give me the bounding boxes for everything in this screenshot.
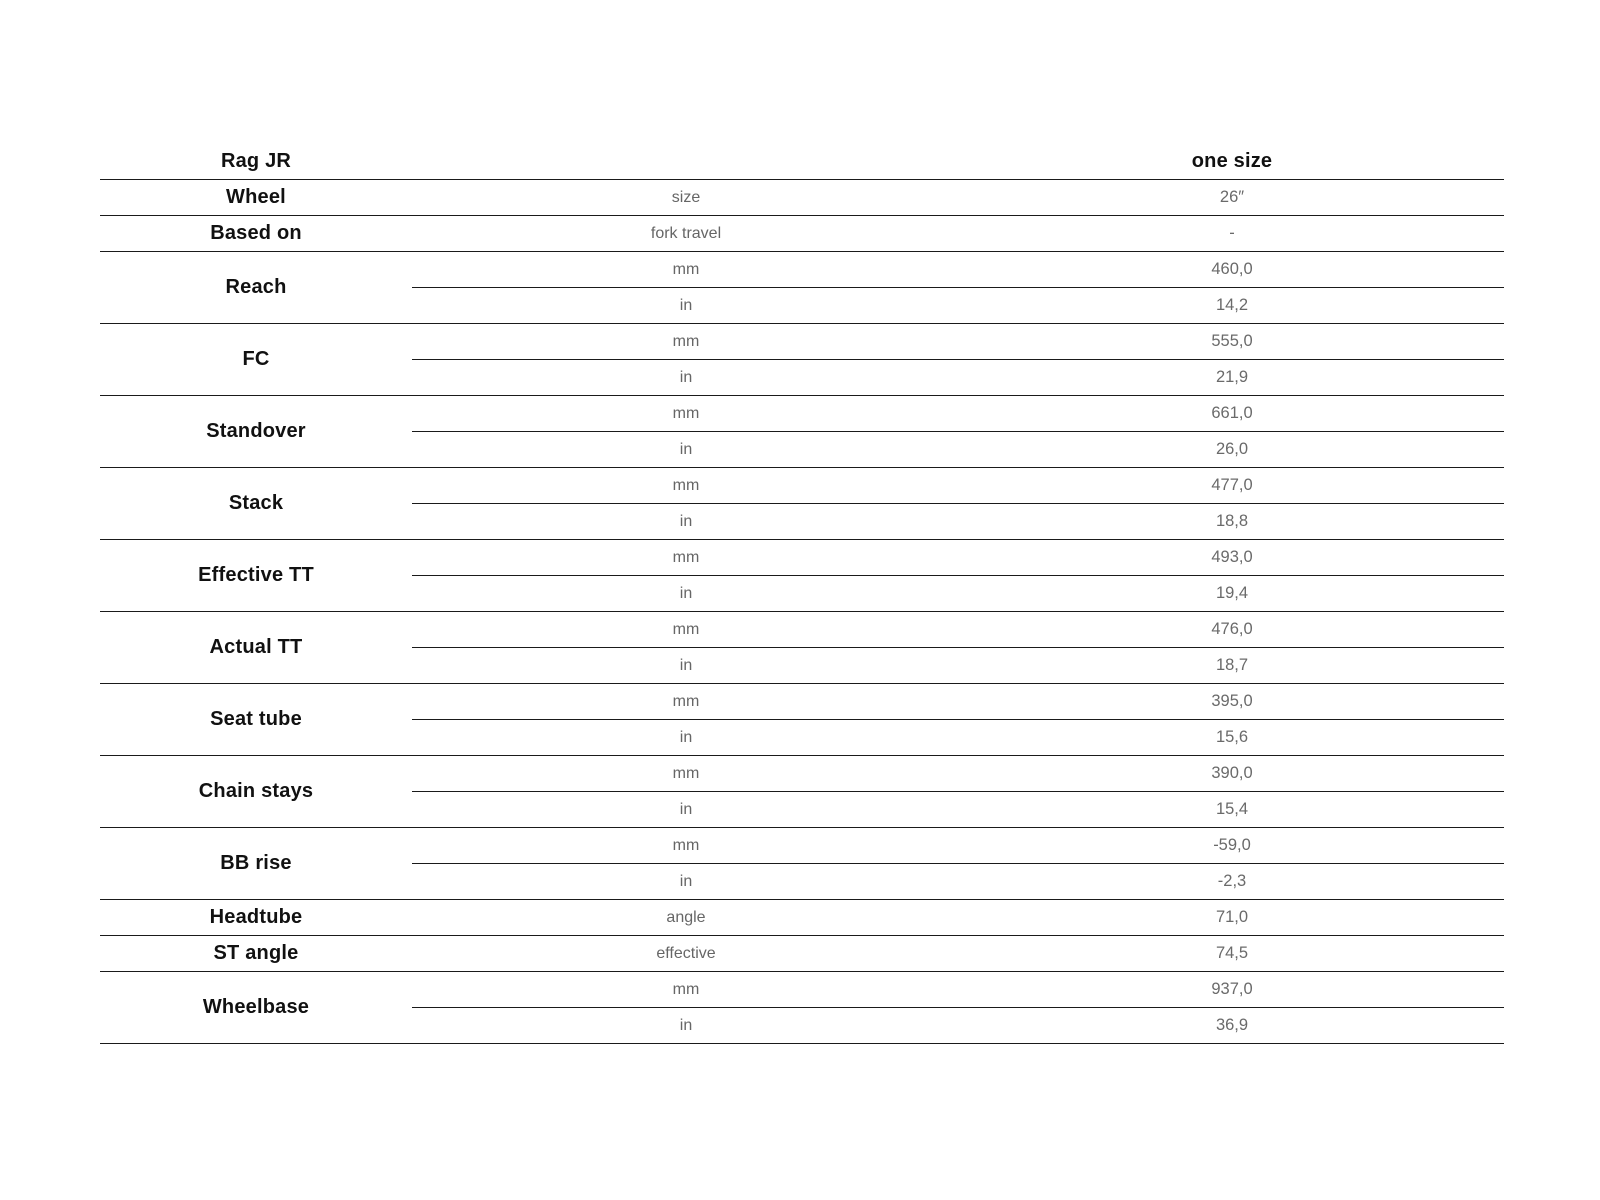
- measurement-unit: in: [412, 720, 960, 756]
- measurement-unit: effective: [412, 936, 960, 972]
- measurement-unit: in: [412, 360, 960, 396]
- measurement-value: 390,0: [960, 756, 1504, 792]
- geometry-table: [100, 143, 1504, 1044]
- measurement-value: 493,0: [960, 540, 1504, 576]
- size-header: one size: [960, 143, 1504, 180]
- measurement-name: Effective TT: [100, 540, 412, 612]
- measurement-name: Wheel: [100, 180, 412, 216]
- measurement-value: 460,0: [960, 252, 1504, 288]
- measurement-value: 661,0: [960, 396, 1504, 432]
- measurement-unit: mm: [412, 540, 960, 576]
- table-row: [100, 684, 1504, 720]
- measurement-value: -2,3: [960, 864, 1504, 900]
- geometry-table-body: [100, 180, 1504, 1044]
- table-row: [100, 972, 1504, 1008]
- measurement-value: 477,0: [960, 468, 1504, 504]
- measurement-value: 74,5: [960, 936, 1504, 972]
- measurement-unit: in: [412, 1008, 960, 1044]
- measurement-value: 395,0: [960, 684, 1504, 720]
- table-row: [100, 180, 1504, 216]
- measurement-value: 14,2: [960, 288, 1504, 324]
- model-name-header: Rag JR: [100, 143, 412, 180]
- measurement-value: 26,0: [960, 432, 1504, 468]
- measurement-value: 19,4: [960, 576, 1504, 612]
- measurement-unit: in: [412, 576, 960, 612]
- measurement-value: 15,4: [960, 792, 1504, 828]
- measurement-value: 21,9: [960, 360, 1504, 396]
- measurement-name: Standover: [100, 396, 412, 468]
- measurement-unit: mm: [412, 468, 960, 504]
- measurement-unit: mm: [412, 252, 960, 288]
- table-row: [100, 468, 1504, 504]
- measurement-unit: fork travel: [412, 216, 960, 252]
- measurement-value: 555,0: [960, 324, 1504, 360]
- measurement-name: FC: [100, 324, 412, 396]
- unit-header: [412, 143, 960, 180]
- measurement-name: Seat tube: [100, 684, 412, 756]
- measurement-name: Based on: [100, 216, 412, 252]
- table-row: [100, 756, 1504, 792]
- measurement-value: 36,9: [960, 1008, 1504, 1044]
- measurement-value: -59,0: [960, 828, 1504, 864]
- table-row: [100, 396, 1504, 432]
- measurement-value: -: [960, 216, 1504, 252]
- measurement-unit: mm: [412, 396, 960, 432]
- measurement-name: Headtube: [100, 900, 412, 936]
- table-row: [100, 612, 1504, 648]
- table-header-row: [100, 143, 1504, 180]
- measurement-name: ST angle: [100, 936, 412, 972]
- measurement-unit: mm: [412, 324, 960, 360]
- measurement-value: 18,8: [960, 504, 1504, 540]
- measurement-name: Actual TT: [100, 612, 412, 684]
- measurement-value: 15,6: [960, 720, 1504, 756]
- measurement-value: 476,0: [960, 612, 1504, 648]
- measurement-unit: angle: [412, 900, 960, 936]
- measurement-unit: mm: [412, 828, 960, 864]
- table-row: [100, 324, 1504, 360]
- measurement-name: Stack: [100, 468, 412, 540]
- measurement-unit: in: [412, 288, 960, 324]
- measurement-value: 71,0: [960, 900, 1504, 936]
- measurement-name: BB rise: [100, 828, 412, 900]
- measurement-unit: mm: [412, 612, 960, 648]
- table-row: [100, 828, 1504, 864]
- measurement-value: 18,7: [960, 648, 1504, 684]
- measurement-name: Reach: [100, 252, 412, 324]
- measurement-unit: in: [412, 432, 960, 468]
- measurement-unit: in: [412, 864, 960, 900]
- measurement-unit: size: [412, 180, 960, 216]
- measurement-unit: in: [412, 648, 960, 684]
- measurement-name: Chain stays: [100, 756, 412, 828]
- measurement-value: 937,0: [960, 972, 1504, 1008]
- table-row: [100, 900, 1504, 936]
- table-row: [100, 216, 1504, 252]
- measurement-unit: mm: [412, 756, 960, 792]
- measurement-name: Wheelbase: [100, 972, 412, 1044]
- measurement-unit: in: [412, 504, 960, 540]
- measurement-unit: mm: [412, 972, 960, 1008]
- table-row: [100, 252, 1504, 288]
- table-row: [100, 936, 1504, 972]
- measurement-unit: in: [412, 792, 960, 828]
- measurement-unit: mm: [412, 684, 960, 720]
- measurement-value: 26″: [960, 180, 1504, 216]
- table-row: [100, 540, 1504, 576]
